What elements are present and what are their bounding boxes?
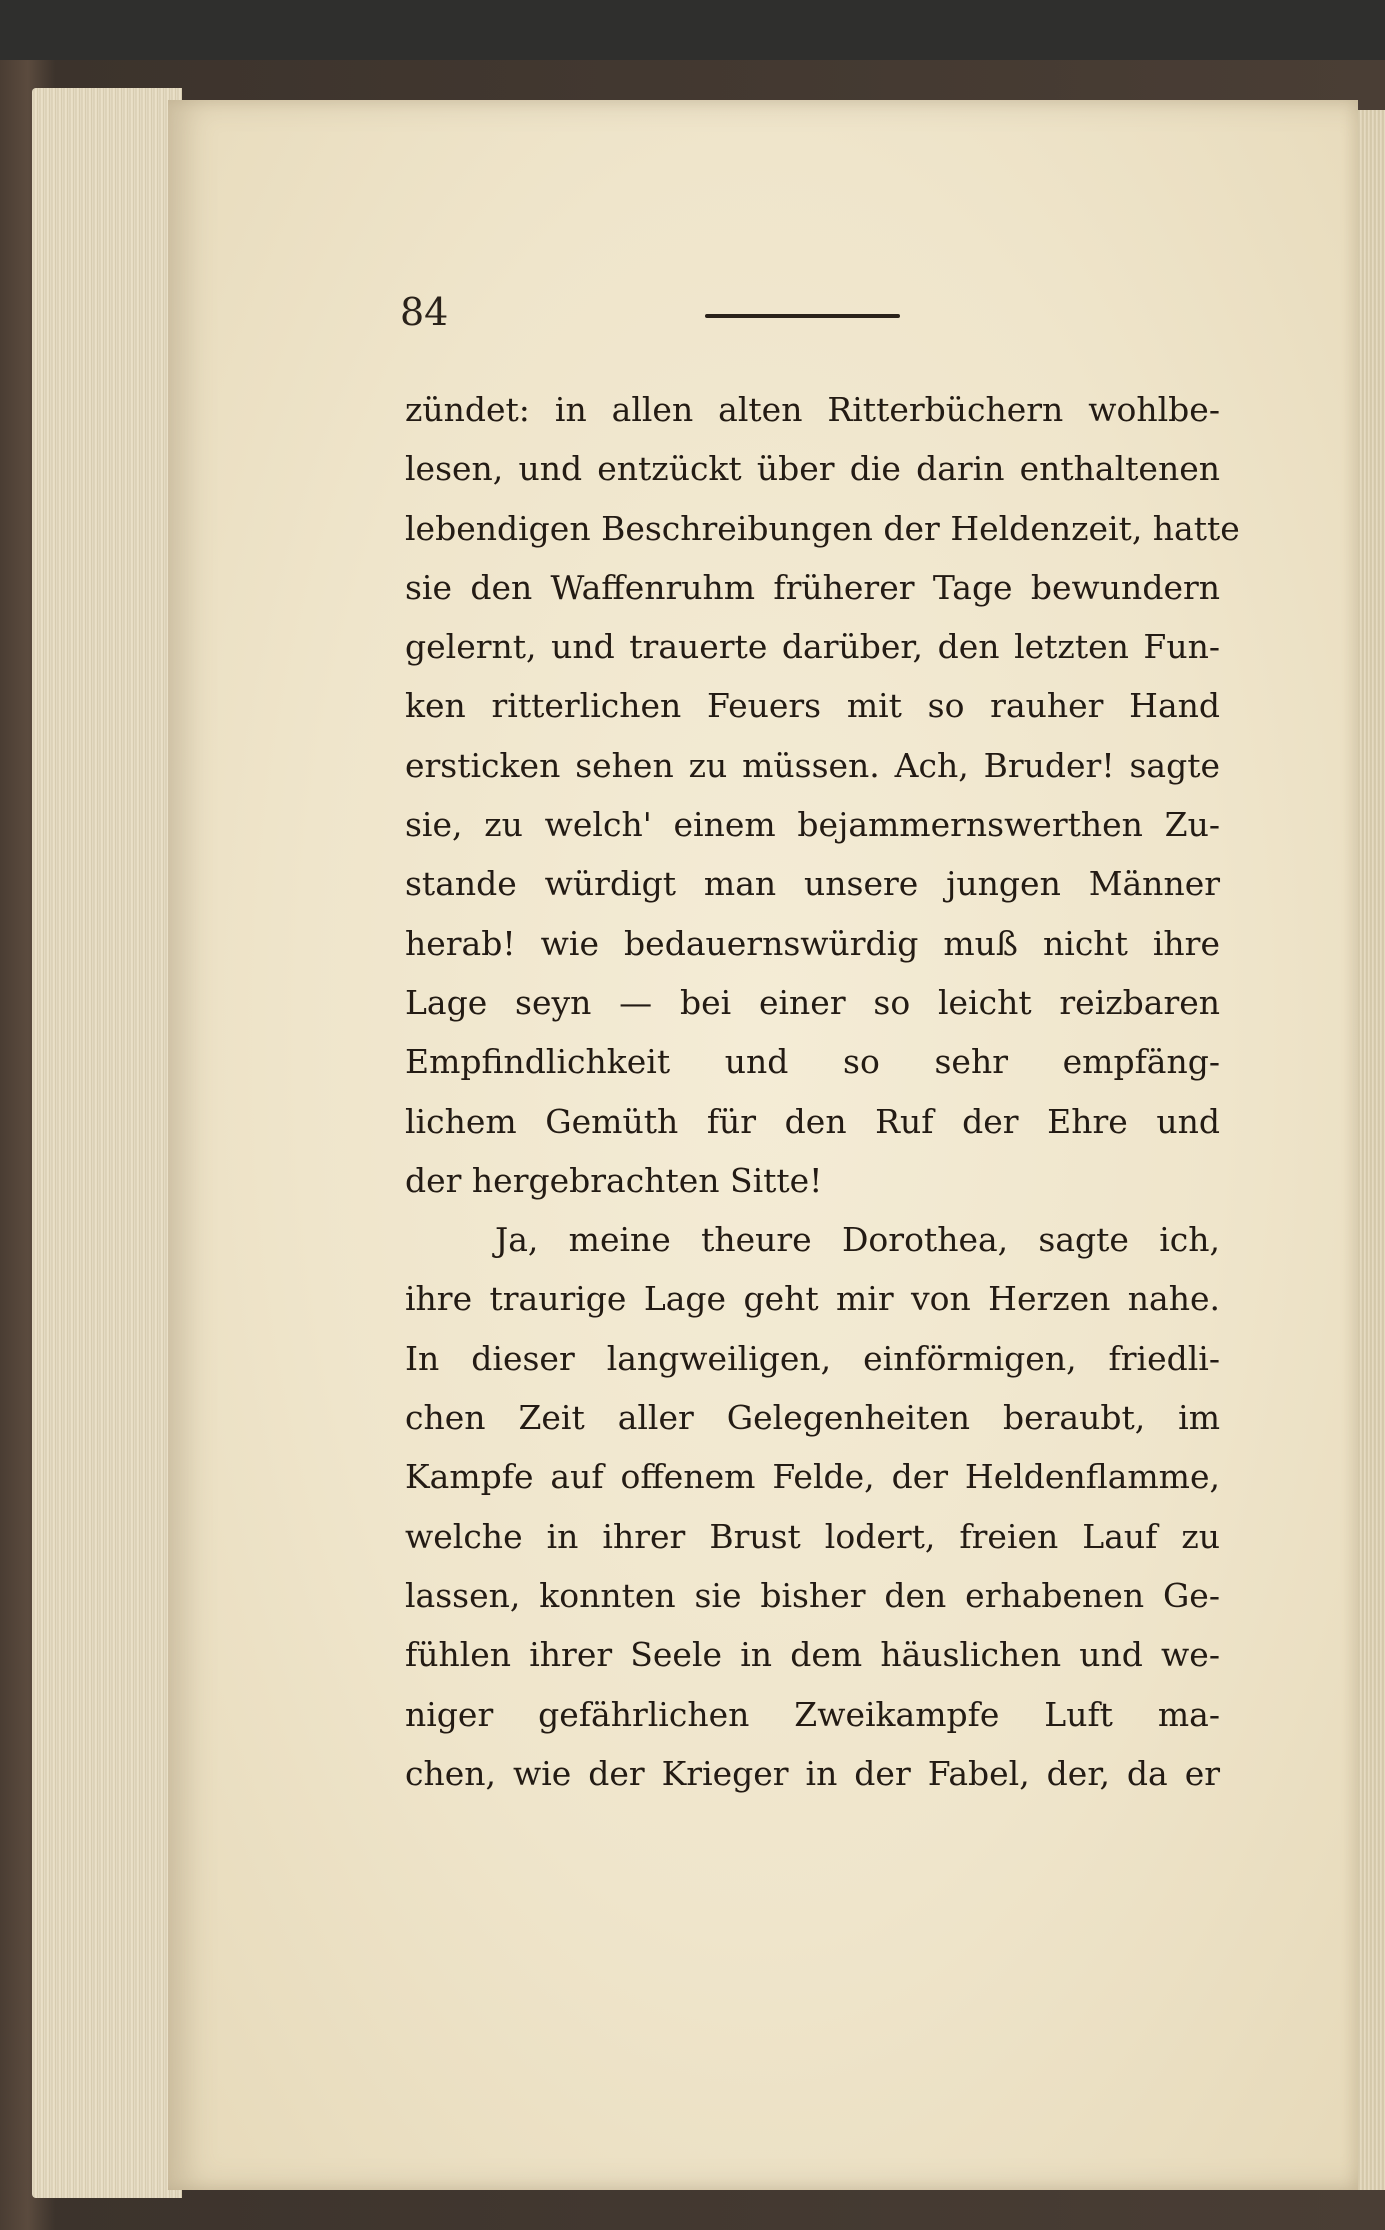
text-line: sie den Waffenruhm früherer Tage bewundern	[405, 567, 1220, 607]
text-line: gelernt, und trauerte darüber, den letzten Fun-	[405, 627, 1220, 667]
text-line: lebendigen Beschreibungen der Heldenzeit, hatte	[405, 508, 1240, 548]
text-line: fühlen ihrer Seele in dem häuslichen und we-	[405, 1635, 1220, 1675]
page-number: 84	[400, 290, 449, 334]
text-line: herab! wie bedauernswürdig muß nicht ihre	[405, 923, 1220, 963]
text-line: Lage seyn — bei einer so leicht reizbaren	[405, 982, 1220, 1022]
text-line: ersticken sehen zu müssen. Ach, Bruder! sagte	[405, 745, 1220, 785]
text-line: ihre traurige Lage geht mir von Herzen nahe.	[405, 1279, 1220, 1319]
text-line: In dieser langweiligen, einförmigen, friedli-	[405, 1338, 1220, 1378]
text-line: ken ritterlichen Feuers mit so rauher Hand	[405, 686, 1220, 726]
text-line: stande würdigt man unsere jungen Männer	[405, 864, 1220, 904]
text-line: Kampfe auf offenem Felde, der Heldenflamme,	[405, 1457, 1220, 1497]
text-line: lichem Gemüth für den Ruf der Ehre und	[405, 1101, 1220, 1141]
text-line: niger gefährlichen Zweikampfe Luft ma-	[405, 1694, 1220, 1734]
page-stack-edge	[32, 88, 182, 2198]
text-line: sie, zu welch' einem bejammernswerthen Zu-	[405, 805, 1220, 845]
text-line: chen, wie der Krieger in der Fabel, der, da er	[405, 1753, 1220, 1793]
text-line: chen Zeit aller Gelegenheiten beraubt, im	[405, 1398, 1220, 1438]
body-text	[405, 380, 1240, 1803]
text-line: der hergebrachten Sitte!	[405, 1160, 823, 1200]
text-line: welche in ihrer Brust lodert, freien Lauf zu	[405, 1516, 1220, 1556]
text-line: lassen, konnten sie bisher den erhabenen Ge-	[405, 1575, 1220, 1615]
text-line: Ja, meine theure Dorothea, sagte ich,	[495, 1220, 1220, 1260]
text-line: zündet: in allen alten Ritterbüchern wohlbe-	[405, 390, 1220, 429]
text-line: Empfindlichkeit und so sehr empfäng-	[405, 1042, 1220, 1082]
header-rule	[705, 314, 900, 318]
text-line: lesen, und entzückt über die darin enthaltenen	[405, 449, 1220, 489]
